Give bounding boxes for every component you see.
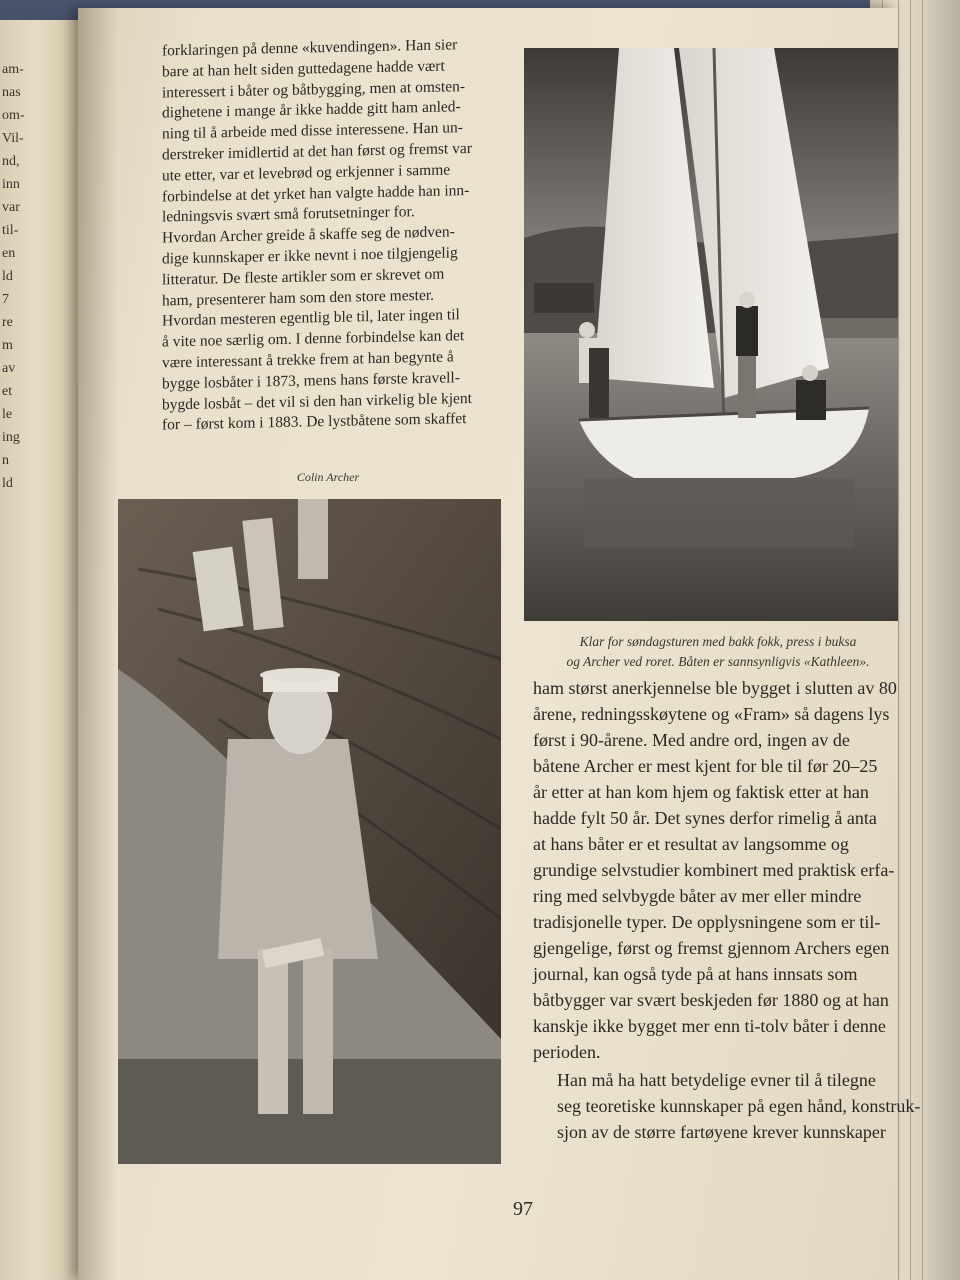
caption-line: og Archer ved roret. Båten er sannsynligvis «Kathleen». xyxy=(566,654,870,669)
facing-page-text-fragment: om- xyxy=(2,108,25,123)
text-line: båtbygger var svært beskjeden før 1880 og at han xyxy=(533,990,889,1010)
book-page xyxy=(78,8,921,1280)
text-line: kanskje ikke bygget mer enn ti-tolv båter i denne xyxy=(533,1016,886,1036)
facing-page-text-fragment: re xyxy=(2,315,13,330)
bottom-paragraph-2 xyxy=(533,1067,943,1145)
text-line: ham størst anerkjennelse ble bygget i slutten av 80 xyxy=(533,678,897,698)
facing-page-text-fragment: m xyxy=(2,338,13,353)
text-line: tradisjonelle typer. De opplysningene som er til- xyxy=(533,912,881,932)
text-line: litteratur. De fleste artikler som er skrevet om xyxy=(162,265,445,289)
text-line: perioden. xyxy=(533,1042,601,1062)
facing-page-text-fragment: ing xyxy=(2,430,20,445)
text-line: ham, presenterer ham som den store mester. xyxy=(162,286,435,310)
text-line: bygge losbåter i 1873, mens hans første kravell- xyxy=(162,368,460,393)
sailboat-caption xyxy=(533,632,903,672)
facing-page-text-fragment: ld xyxy=(2,476,13,491)
text-line: hadde fylt 50 år. Det synes derfor rimelig å anta xyxy=(533,808,877,828)
text-line: å vite noe særlig om. I denne forbindelse kan det xyxy=(162,327,465,351)
text-line: grundige selvstudier kombinert med praktisk erfa- xyxy=(533,860,895,880)
facing-page-text-fragment: le xyxy=(2,407,13,422)
text-line: seg teoretiske kunnskaper på egen hånd, konstruk- xyxy=(557,1096,921,1116)
facing-page-text-fragment: av xyxy=(2,361,16,376)
text-line: Hvordan Archer greide å skaffe seg de nødven- xyxy=(162,223,455,247)
text-line: dige kunnskaper er ikke nevnt i noe tilgjengelig xyxy=(162,244,458,268)
text-line: bygde losbåt – det vil si den han virkelig ble kjent xyxy=(162,389,472,414)
facing-page-text-fragment: et xyxy=(2,384,13,399)
facing-page-text-fragment: var xyxy=(2,200,20,215)
facing-page-text-fragment: ld xyxy=(2,269,13,284)
text-line: dighetene i mange år ikke hadde gitt ham anled- xyxy=(162,98,461,122)
text-line: forklaringen på denne «kuvendingen». Han sier xyxy=(162,36,458,60)
caption-line: Klar for søndagsturen med bakk fokk, press i buksa xyxy=(579,634,857,649)
text-line: ledningsvis svært små forutsetninger for. xyxy=(162,203,415,226)
text-line: Hvordan mesteren egentlig ble til, later ingen til xyxy=(162,306,460,330)
facing-page-text-fragment: n xyxy=(2,453,9,468)
text-line: bare at han helt siden guttedagene hadde vært xyxy=(162,57,445,81)
text-line: for – først kom i 1883. De lystbåtene som skaffet xyxy=(162,410,467,434)
facing-page-text-fragment: Vil- xyxy=(2,131,24,146)
bottom-paragraph-1 xyxy=(533,675,943,1065)
text-line: først i 90-årene. Med andre ord, ingen av de xyxy=(533,730,850,750)
facing-page-text-fragment: am- xyxy=(2,62,24,77)
facing-page-text-fragment: nas xyxy=(2,85,21,100)
text-line: ute etter, var et levebrød og erkjenner i samme xyxy=(162,161,451,185)
text-line: forbindelse at det yrket han valgte hadde han inn- xyxy=(162,181,470,206)
facing-page-text-fragment: til- xyxy=(2,223,19,238)
archer-portrait-photo xyxy=(118,499,501,1164)
facing-page-text-fragment: en xyxy=(2,246,16,261)
text-line: journal, kan også tyde på at hans innsats som xyxy=(533,964,858,984)
text-line: årene, redningsskøytene og «Fram» så dagens lys xyxy=(533,704,890,724)
page-number: 97 xyxy=(513,1198,533,1220)
text-line: båtene Archer er mest kjent for ble til før 20–25 xyxy=(533,756,878,776)
facing-page-text-fragment: inn xyxy=(2,177,20,192)
sailboat-photo xyxy=(524,48,898,621)
text-line: år etter at han kom hjem og faktisk etter at han xyxy=(533,782,869,802)
bottom-right-text xyxy=(533,675,943,1145)
text-line: ring med selvbygde båter av mer eller mindre xyxy=(533,886,862,906)
page-gutter-shadow xyxy=(78,8,118,1280)
text-line: sjon av de større fartøyene krever kunnskaper xyxy=(557,1122,886,1142)
text-line: at hans båter er et resultat av langsomme og xyxy=(533,834,849,854)
text-line: gjengelige, først og fremst gjennom Archers egen xyxy=(533,938,890,958)
text-line: være interessant å trekke frem at han begynte å xyxy=(162,348,454,372)
text-line: ning til å arbeide med disse interessene. Han un- xyxy=(162,119,463,143)
top-left-paragraph xyxy=(162,35,492,437)
text-line: derstreker imidlertid at det han først og fremst var xyxy=(162,139,472,164)
text-line: Han må ha hatt betydelige evner til å tilegne xyxy=(557,1070,876,1090)
text-line: interessert i båter og båtbygging, men at omsten- xyxy=(162,77,466,102)
facing-page-text-fragment: nd, xyxy=(2,154,20,169)
facing-page-text-fragment: 7 xyxy=(2,292,9,307)
portrait-caption: Colin Archer xyxy=(296,470,360,484)
